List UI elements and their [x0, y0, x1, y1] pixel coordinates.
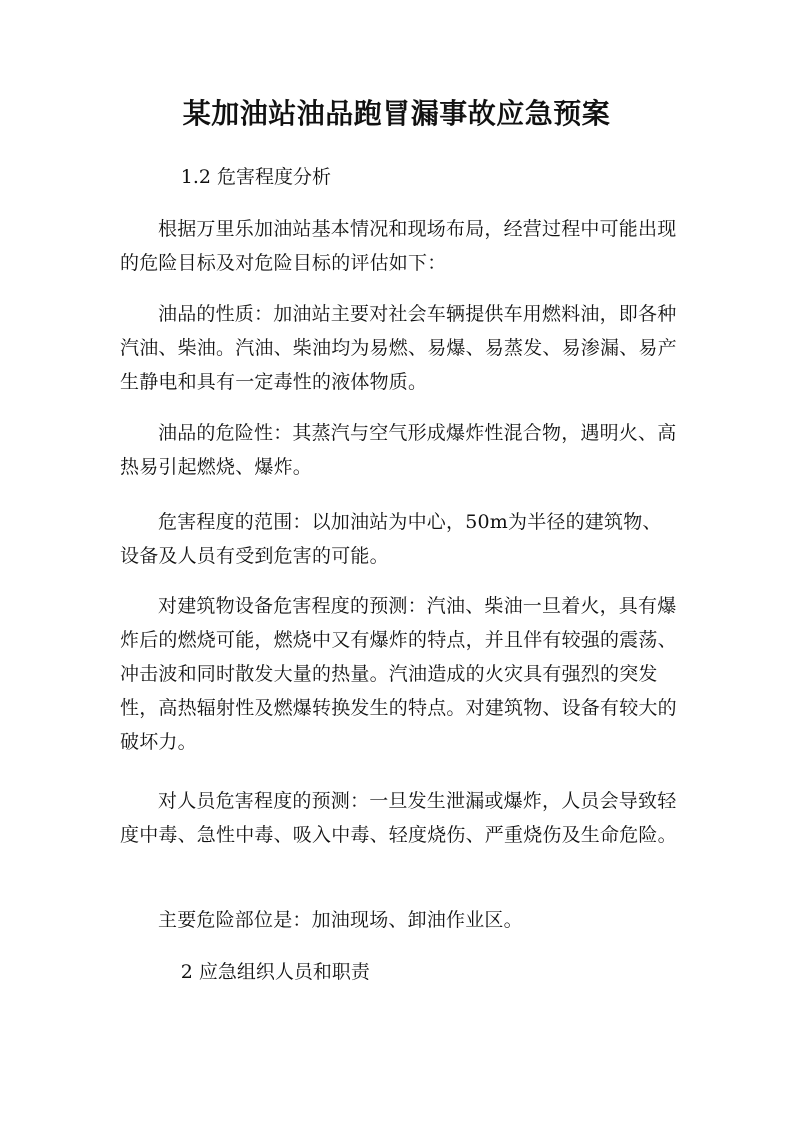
section-heading-2: 2 应急组织人员和职责: [180, 961, 370, 983]
paragraph-building-damage: 对建筑物设备危害程度的预测：汽油、柴油一旦着火，具有爆炸后的燃烧可能，燃烧中又有爆炸的特点，并且伴有较强的震荡、冲击波和同时散发大量的热量。汽油造成的火灾具有强烈的突发性，高热辐射性及燃爆转换发生的特点。对建筑物、设备有较大的破坏力。: [120, 595, 677, 753]
paragraph-intro: 根据万里乐加油站基本情况和现场布局，经营过程中可能出现的危险目标及对危险目标的评估如下：: [120, 218, 677, 274]
document-title: 某加油站油品跑冒漏事故应急预案: [182, 97, 611, 130]
section-heading-1-2: 1.2 危害程度分析: [180, 166, 332, 188]
paragraph-oil-hazards: 油品的危险性：其蒸汽与空气形成爆炸性混合物，遇明火、高热易引起燃烧、爆炸。: [120, 422, 677, 478]
paragraph-hazard-range: 危害程度的范围：以加油站为中心，50m为半径的建筑物、设备及人员有受到危害的可能。: [120, 511, 662, 567]
paragraph-main-hazard-areas: 主要危险部位是：加油现场、卸油作业区。: [158, 909, 523, 931]
paragraph-personnel-damage: 对人员危害程度的预测：一旦发生泄漏或爆炸，人员会导致轻度中毒、急性中毒、吸入中毒、轻度烧伤、严重烧伤及生命危险。: [120, 790, 677, 846]
paragraph-oil-properties: 油品的性质：加油站主要对社会车辆提供车用燃料油，即各种汽油、柴油。汽油、柴油均为易燃、易爆、易蒸发、易渗漏、易产生静电和具有一定毒性的液体物质。: [120, 303, 677, 393]
